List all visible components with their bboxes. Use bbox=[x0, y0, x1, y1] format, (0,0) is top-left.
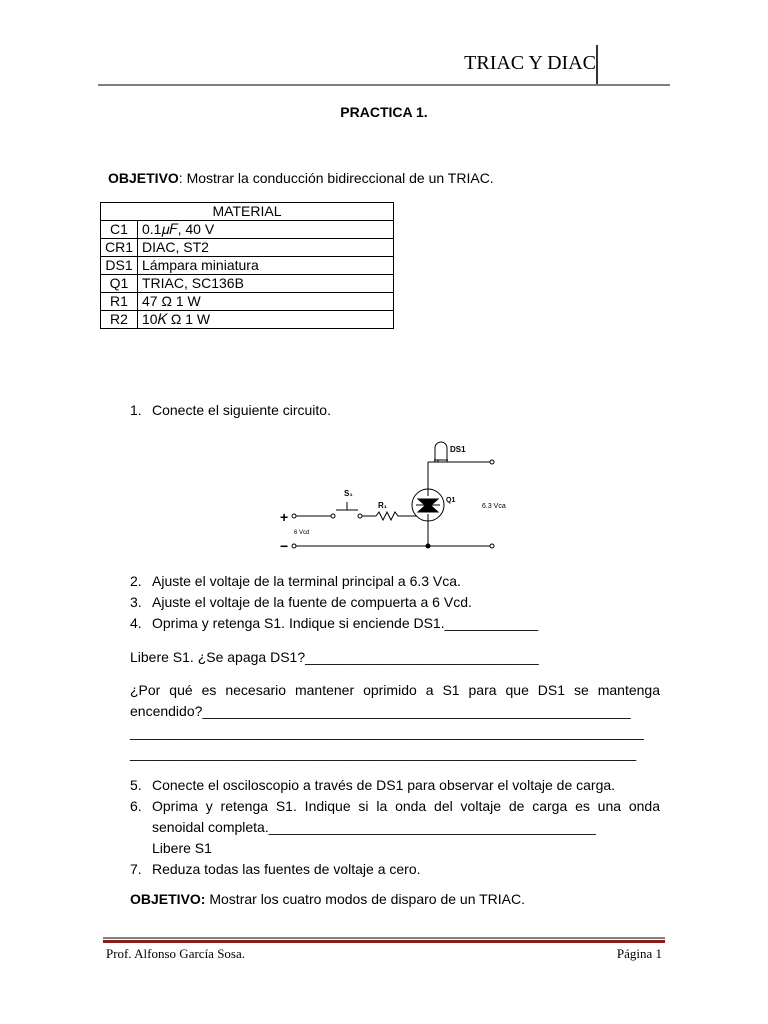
material-desc: 47 Ω 1 W bbox=[138, 293, 394, 311]
list-item bbox=[130, 796, 660, 817]
header-title: TRIAC Y DIAC bbox=[464, 52, 596, 74]
step-list-1 bbox=[130, 400, 331, 421]
switch-icon bbox=[331, 502, 362, 518]
step-list-3 bbox=[130, 775, 660, 880]
triac-circuit-diagram bbox=[280, 436, 510, 560]
material-code: DS1 bbox=[101, 257, 138, 275]
answer-line: _________________________________________________________________ bbox=[130, 745, 637, 761]
q1-label: Q1 bbox=[446, 497, 456, 504]
step-number: 1. bbox=[130, 402, 142, 418]
list-item bbox=[130, 859, 660, 880]
lamp-icon bbox=[434, 442, 448, 462]
list-item bbox=[130, 775, 660, 796]
material-desc: Lámpara miniatura bbox=[138, 257, 394, 275]
resistor-icon bbox=[376, 512, 400, 520]
material-desc: DIAC, ST2 bbox=[138, 239, 394, 257]
list-item bbox=[130, 838, 660, 859]
vcd-label: 6 Vcd bbox=[294, 530, 310, 536]
why-question-line-1: ¿Por qué es necesario mantener oprimido a S1 para que DS1 se mantenga bbox=[130, 682, 660, 698]
material-table bbox=[100, 202, 394, 329]
list-item bbox=[130, 613, 538, 634]
table-row bbox=[101, 275, 394, 293]
table-row bbox=[101, 239, 394, 257]
material-code: R1 bbox=[101, 293, 138, 311]
objective-1 bbox=[108, 170, 494, 186]
footer-accent-rule bbox=[103, 940, 665, 943]
objective-2-text: Mostrar los cuatro modos de disparo de un TRIAC. bbox=[205, 891, 526, 907]
list-item bbox=[130, 592, 538, 613]
step-number: 5. bbox=[130, 777, 142, 793]
footer-author: Prof. Alfonso García Sosa. bbox=[106, 946, 246, 961]
s1-label: S₁ bbox=[344, 489, 353, 498]
practice-title: PRACTICA 1. bbox=[340, 104, 428, 120]
plus-label: + bbox=[280, 509, 289, 525]
material-code: Q1 bbox=[101, 275, 138, 293]
objective-1-text: : Mostrar la conducción bidireccional de un TRIAC. bbox=[178, 170, 494, 186]
release-question: Libere S1. ¿Se apaga DS1?______________________________ bbox=[130, 649, 539, 665]
vca-label: 6.3 Vca bbox=[482, 503, 506, 510]
material-desc: TRIAC, SC136B bbox=[138, 275, 394, 293]
table-row bbox=[101, 311, 394, 329]
table-row bbox=[101, 257, 394, 275]
material-code: C1 bbox=[101, 221, 138, 239]
material-header: MATERIAL bbox=[101, 203, 394, 221]
footer-rule bbox=[103, 937, 665, 939]
step-text: Reduza todas las fuentes de voltaje a cero. bbox=[152, 861, 421, 877]
table-row bbox=[101, 293, 394, 311]
list-item bbox=[130, 571, 538, 592]
step-number: 6. bbox=[130, 798, 142, 814]
step-text: Libere S1 bbox=[152, 840, 212, 856]
header-divider bbox=[596, 45, 598, 85]
material-desc: 0.1𝜇𝐹, 40 V bbox=[138, 221, 394, 239]
ds1-label: DS1 bbox=[450, 445, 466, 454]
step-text: Ajuste el voltaje de la terminal principal a 6.3 Vca. bbox=[152, 573, 461, 589]
step-text: Conecte el siguiente circuito. bbox=[152, 402, 331, 418]
step-text: Oprima y retenga S1. Indique si enciende DS1.____________ bbox=[152, 615, 539, 631]
why-question-line-2: encendido?_______________________________________________________ bbox=[130, 703, 631, 719]
step-number: 2. bbox=[130, 573, 142, 589]
step-text: senoidal completa.__________________________________________ bbox=[152, 819, 596, 835]
objective-2-label: OBJETIVO: bbox=[130, 891, 206, 907]
minus-label: − bbox=[280, 538, 289, 554]
list-item bbox=[130, 400, 331, 421]
table-row bbox=[101, 221, 394, 239]
step-text: Oprima y retenga S1. Indique si la onda del voltaje de carga es una onda bbox=[152, 798, 660, 814]
step-number: 4. bbox=[130, 615, 142, 631]
step-list-2 bbox=[130, 571, 538, 634]
objective-2 bbox=[130, 891, 525, 907]
step-number: 3. bbox=[130, 594, 142, 610]
material-code: R2 bbox=[101, 311, 138, 329]
material-code: CR1 bbox=[101, 239, 138, 257]
step-number: 7. bbox=[130, 861, 142, 877]
list-item bbox=[130, 817, 660, 838]
footer-page-number: Página 1 bbox=[616, 946, 662, 961]
r1-label: R₁ bbox=[378, 501, 388, 510]
header-rule bbox=[98, 84, 670, 86]
material-desc: 10𝐾 Ω 1 W bbox=[138, 311, 394, 329]
step-text: Ajuste el voltaje de la fuente de compuerta a 6 Vcd. bbox=[152, 594, 472, 610]
objective-1-label: OBJETIVO bbox=[108, 170, 179, 186]
answer-line: __________________________________________________________________ bbox=[130, 724, 644, 740]
step-text: Conecte el osciloscopio a través de DS1 para observar el voltaje de carga. bbox=[152, 777, 616, 793]
